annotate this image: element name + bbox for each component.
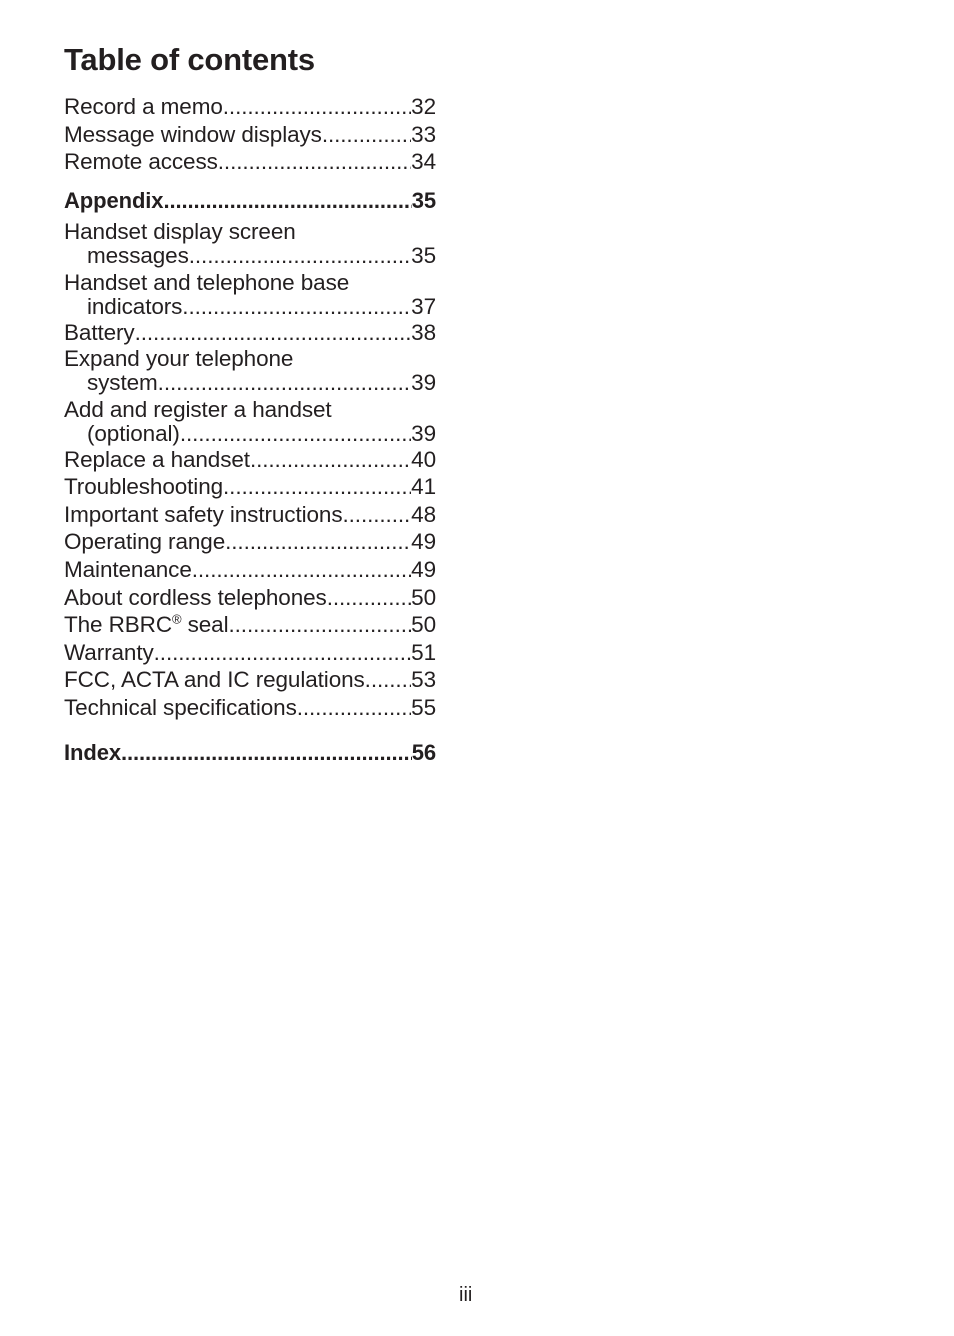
- dot-leader: [158, 371, 412, 395]
- dot-leader: [342, 501, 411, 529]
- toc-entry-label: Record a memo: [64, 94, 223, 119]
- toc-entry-page: 50: [411, 612, 436, 638]
- toc-entry-label: Handset and telephone base: [64, 270, 350, 295]
- toc-entry-page: 37: [411, 294, 436, 319]
- toc-entry-expand-system[interactable]: [64, 347, 436, 395]
- toc-entry-page: 48: [411, 501, 436, 527]
- registered-mark: ®: [171, 611, 182, 627]
- toc-entry-page: 50: [411, 584, 436, 610]
- toc-entry-label: Replace a handset: [64, 446, 250, 472]
- toc-entry-page: 40: [411, 446, 436, 472]
- toc-entry-page: 55: [411, 694, 436, 720]
- toc-section-1: [64, 93, 436, 176]
- toc-entry-page: 56: [411, 740, 436, 765]
- dot-leader: [180, 422, 411, 446]
- toc-entry-warranty[interactable]: [64, 639, 436, 667]
- toc-entry-label: Technical specifications: [64, 694, 297, 720]
- toc-entry-page: 34: [411, 149, 436, 175]
- toc-entry-fcc[interactable]: [64, 666, 436, 694]
- toc-entry-label: Battery: [64, 320, 135, 345]
- dot-leader: [365, 666, 412, 694]
- toc-entry-battery[interactable]: [64, 319, 436, 347]
- toc-entry-label: Warranty: [64, 639, 154, 665]
- toc-entry-indicators[interactable]: [64, 271, 436, 319]
- dot-leader: [229, 611, 412, 639]
- dot-leader: [135, 319, 412, 347]
- toc-entry-label: Appendix: [64, 188, 164, 213]
- page-number: iii: [459, 1284, 473, 1306]
- toc-entry-label: Index: [64, 740, 121, 765]
- toc-entry-label-cont: messages: [87, 243, 189, 268]
- toc-entry-label: Message window displays: [64, 121, 322, 147]
- toc-entry-page: 38: [411, 320, 436, 345]
- toc-entry-label: Remote access: [64, 149, 218, 175]
- dot-leader: [192, 556, 411, 584]
- toc-entry-safety[interactable]: [64, 501, 436, 529]
- toc-entry-page: 39: [411, 420, 436, 446]
- toc-entry-remote-access[interactable]: [64, 148, 436, 176]
- dot-leader: [121, 739, 412, 767]
- dot-leader: [218, 148, 411, 176]
- dot-leader: [154, 639, 412, 667]
- toc-entry-message-window[interactable]: [64, 121, 436, 149]
- rbrc-label-pre: The RBRC: [64, 612, 172, 638]
- toc-entry-page: 35: [411, 243, 436, 268]
- toc-entry-page: 51: [411, 639, 436, 665]
- toc-entry-page: 41: [411, 474, 436, 500]
- toc-entry-page: 33: [411, 121, 436, 147]
- dot-leader: [189, 244, 411, 268]
- dot-leader: [327, 584, 411, 612]
- toc-entry-label: Expand your telephone: [64, 345, 294, 371]
- toc-entry-technical-specs[interactable]: [64, 694, 436, 722]
- toc-entry-label: FCC, ACTA and IC regulations: [64, 667, 365, 693]
- toc-entry-handset-display[interactable]: [64, 220, 436, 268]
- toc-entry-page: 39: [411, 369, 436, 395]
- toc-entry-operating-range[interactable]: [64, 528, 436, 556]
- toc-entry-record-memo[interactable]: [64, 93, 436, 121]
- rbrc-label-post: seal: [181, 612, 229, 638]
- toc-entry-label: Add and register a handset: [64, 396, 332, 422]
- toc-entry-page: 35: [411, 188, 436, 213]
- toc-entry-label-cont: indicators: [87, 294, 183, 319]
- toc-entry-page: 32: [411, 94, 436, 119]
- toc-entry-label-cont: system: [87, 369, 158, 395]
- toc-entry-index[interactable]: [64, 739, 436, 767]
- page-title: Table of contents: [64, 42, 315, 77]
- toc-entry-label: Operating range: [64, 529, 226, 555]
- toc-entry-appendix[interactable]: [64, 187, 436, 215]
- toc-entry-page: 49: [411, 556, 436, 582]
- toc-entry-page: 49: [411, 529, 436, 555]
- toc-entry-maintenance[interactable]: [64, 556, 436, 584]
- dot-leader: [225, 528, 411, 556]
- toc-entry-page: 53: [411, 667, 436, 693]
- toc-appendix-group: [64, 187, 436, 215]
- toc-entry-label: [64, 611, 229, 639]
- toc-entry-replace-handset[interactable]: [64, 446, 436, 474]
- toc-entry-troubleshooting[interactable]: [64, 473, 436, 501]
- toc-entry-rbrc-seal[interactable]: [64, 611, 436, 639]
- toc-section-2: [64, 220, 436, 722]
- dot-leader: [297, 694, 411, 722]
- dot-leader: [223, 93, 411, 121]
- toc-index-group: [64, 739, 436, 767]
- toc-entry-cordless[interactable]: [64, 584, 436, 612]
- dot-leader: [163, 187, 411, 215]
- toc-entry-label: Troubleshooting: [64, 474, 224, 500]
- dot-leader: [322, 121, 411, 149]
- dot-leader: [182, 295, 411, 319]
- toc-entry-label-cont: (optional): [87, 420, 180, 446]
- dot-leader: [250, 446, 411, 474]
- toc-entry-add-register[interactable]: [64, 398, 436, 446]
- toc-entry-label: Handset display screen: [64, 219, 296, 244]
- dot-leader: [223, 473, 411, 501]
- toc-entry-label: Important safety instructions: [64, 501, 343, 527]
- toc-entry-label: Maintenance: [64, 556, 192, 582]
- toc-entry-label: About cordless telephones: [64, 584, 327, 610]
